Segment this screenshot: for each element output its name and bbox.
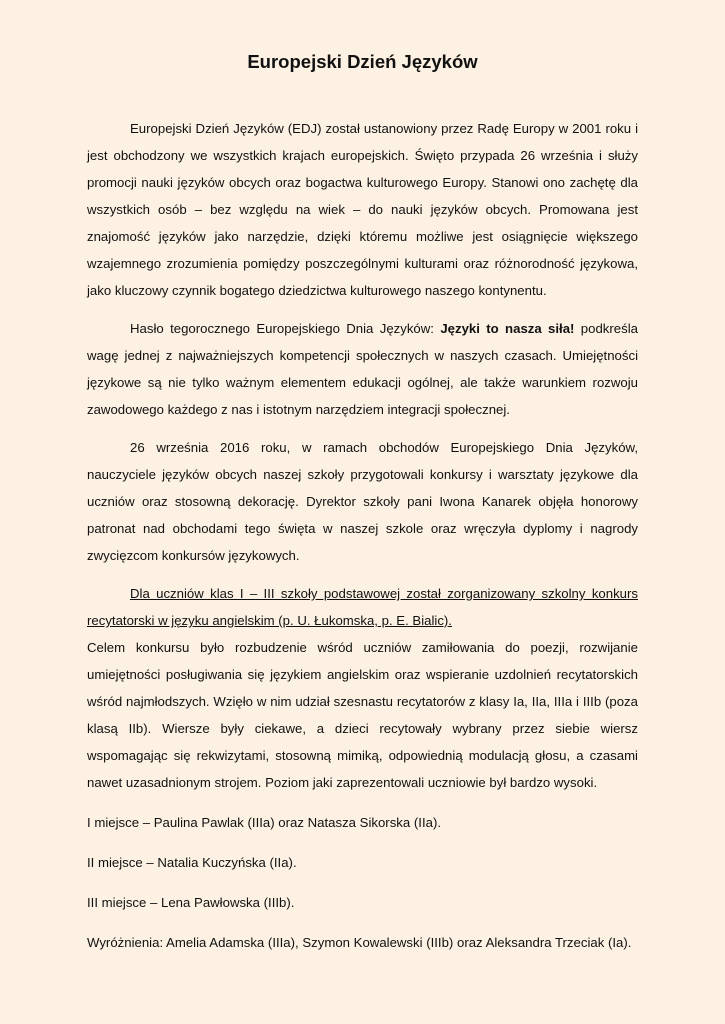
paragraph-intro: Europejski Dzień Języków (EDJ) został ustanowiony przez Radę Europy w 2001 roku i jest obchodzony we wszystkich krajach europejskich. Święto przypada 26 września i służy promocji nauki języków obcych oraz bogactwa kulturowego Europy. Stanowi ono zachętę dla wszystkich osób – bez względu na wiek – do nauki języków obcych. Promowana jest znajomość języków jako narzędzie, dzięki któremu możliwe jest osiągnięcie większego wzajemnego zrozumienia pomiędzy poszczególnymi kulturami oraz różnorodność językowa, jako kluczowy czynnik bogatego dziedzictwa kulturowego naszego kontynentu. (87, 121, 638, 298)
slogan-lead-text: Hasło tegorocznego Europejskiego Dnia Języków: (130, 321, 441, 336)
result-third-place: III miejsce – Lena Pawłowska (IIIb). (87, 895, 295, 910)
paragraph-contest-description: Celem konkursu było rozbudzenie wśród uczniów zamiłowania do poezji, rozwijanie umiejętności posługiwania się językiem angielskim oraz wspieranie uzdolnień recytatorskich wśród najmłodszych. Wzięło w nim udział szesnastu recytatorów z klasy Ia, IIa, IIIa i IIIb (poza klasą IIb). Wiersze były ciekawe, a dzieci recytowały wybrany przez siebie wiersz wspomagając się rekwizytami, stosowną mimiką, odpowiednią modulacją głosu, a czasami nawet uzasadnionym strojem. Poziom jaki zaprezentowali uczniowie był bardzo wysoki. (87, 640, 638, 790)
slogan-rest-text: podkreśla wagę jednej z najważniejszych kompetencji społecznych w naszych czasach. Umiejętności językowe są nie tylko ważnym elementem edukacji ogólnej, ale także warunkiem rozwoju zawodowego każdego z nas i istotnym narzędziem integracji społecznej. (87, 321, 638, 417)
slogan-text: Języki to nasza siła! (440, 321, 575, 336)
result-distinctions: Wyróżnienia: Amelia Adamska (IIIa), Szymon Kowalewski (IIIb) oraz Aleksandra Trzeciak (Ia). (87, 935, 632, 950)
result-second-place: II miejsce – Natalia Kuczyńska (IIa). (87, 855, 297, 870)
paragraph-contest-heading: Dla uczniów klas I – III szkoły podstawowej został zorganizowany szkolny konkurs recytatorski w języku angielskim (p. U. Łukomska, p. E. Bialic). (87, 586, 638, 628)
document-title: Europejski Dzień Języków (247, 51, 478, 72)
document-body (87, 115, 638, 956)
result-first-place: I miejsce – Paulina Pawlak (IIIa) oraz Natasza Sikorska (IIa). (87, 815, 441, 830)
paragraph-event: 26 września 2016 roku, w ramach obchodów Europejskiego Dnia Języków, nauczyciele języków obcych naszej szkoły przygotowali konkursy i warsztaty językowe dla uczniów oraz stosowną dekorację. Dyrektor szkoły pani Iwona Kanarek objęła honorowy patronat nad obchodami tego święta w naszej szkole oraz wręczyła dyplomy i nagrody zwycięzcom konkursów językowych. (87, 440, 638, 563)
paragraph-slogan (87, 315, 638, 423)
